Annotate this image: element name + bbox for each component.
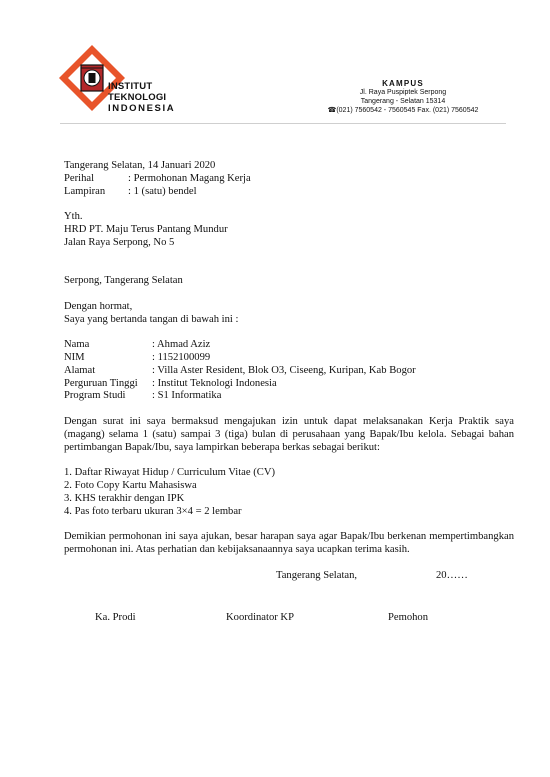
identity-row: [64, 390, 514, 403]
identity-row: [64, 352, 514, 365]
sign-place: Tangerang Selatan,: [276, 569, 358, 581]
campus-info: [303, 79, 503, 115]
sign-year: 20……: [436, 569, 468, 581]
identity-value: : S1 Informatika: [152, 390, 222, 402]
date-line: Tangerang Selatan, 14 Januari 2020: [64, 160, 216, 171]
attachment-list: [64, 467, 514, 518]
lampiran-row: [64, 186, 514, 199]
signatory-pemohon: Pemohon: [388, 612, 429, 623]
identity-label: Nama: [64, 339, 90, 351]
recipient-address: Jalan Raya Serpong, No 5: [64, 236, 175, 248]
attachment-item: 3. KHS terakhir dengan IPK: [64, 492, 185, 504]
attachment-item: 2. Foto Copy Kartu Mahasiswa: [64, 479, 197, 491]
lampiran-value: : 1 (satu) bendel: [128, 185, 197, 197]
identity-label: Alamat: [64, 364, 96, 376]
recipient-name: HRD PT. Maju Terus Pantang Mundur: [64, 223, 228, 235]
letterhead-divider: [60, 123, 506, 124]
campus-address-1: Jl. Raya Puspiptek Serpong: [359, 89, 447, 96]
identity-table: [64, 339, 514, 403]
identity-row: [64, 339, 514, 352]
identity-label: Program Studi: [64, 390, 126, 402]
institute-line-2: TEKNOLOGI: [108, 92, 167, 103]
campus-address-2: Tangerang - Selatan 15314: [360, 98, 446, 105]
attachment-item: 1. Daftar Riwayat Hidup / Curriculum Vitae (CV): [64, 467, 275, 479]
request-paragraph: Dengan surat ini saya bermaksud mengajukan izin untuk dapat melaksanakan Kerja Praktik saya (magang) selama 1 (satu) sampai 3 (tiga) bulan di perusahaan yang Bapak/Ibu kelola. Sebagai bahan pertimbangan Bapak/Ibu, saya lampirkan beberapa berkas sebagai berikut:: [64, 415, 514, 453]
recipient-city: Serpong, Tangerang Selatan: [64, 275, 183, 287]
identity-label: NIM: [64, 351, 85, 363]
institute-name: [108, 81, 175, 114]
signature-date: [276, 570, 514, 583]
letter-body: [64, 160, 514, 582]
signatory-koordinator-kp: Koordinator KP: [226, 612, 294, 623]
logo-emblem-center: [89, 73, 96, 83]
perihal-label: Perihal: [64, 172, 95, 184]
campus-phone: ☎(021) 7560542 - 7560545 Fax. (021) 7560542: [327, 107, 479, 114]
identity-row: [64, 378, 514, 391]
greeting: Dengan hormat,: [64, 300, 133, 312]
identity-value: : Villa Aster Resident, Blok O3, Ciseeng, Kuripan, Kab Bogor: [152, 364, 416, 376]
identity-label: Perguruan Tinggi: [64, 377, 138, 389]
signatory-ka-prodi: Ka. Prodi: [95, 612, 136, 623]
closing-paragraph: Demikian permohonan ini saya ajukan, besar harapan saya agar Bapak/Ibu berkenan mempertimbangkan permohonan ini. Atas perhatian dan kebijaksanaannya saya ucapkan terima kasih.: [64, 531, 514, 555]
institute-line-3: INDONESIA: [108, 103, 176, 114]
attachment-item: 4. Pas foto terbaru ukuran 3×4 = 2 lembar: [64, 505, 242, 517]
intro-line: Saya yang bertanda tangan di bawah ini :: [64, 313, 239, 325]
recipient-salutation: Yth.: [64, 211, 83, 223]
perihal-row: [64, 173, 514, 186]
identity-value: : Ahmad Aziz: [152, 339, 211, 351]
identity-value: : Institut Teknologi Indonesia: [152, 377, 277, 389]
campus-title: KAMPUS: [382, 79, 424, 88]
lampiran-label: Lampiran: [64, 185, 106, 197]
institute-line-1: INSTITUT: [108, 81, 153, 92]
perihal-value: : Permohonan Magang Kerja: [128, 172, 251, 184]
identity-value: : 1152100099: [152, 351, 211, 363]
identity-row: [64, 365, 514, 378]
